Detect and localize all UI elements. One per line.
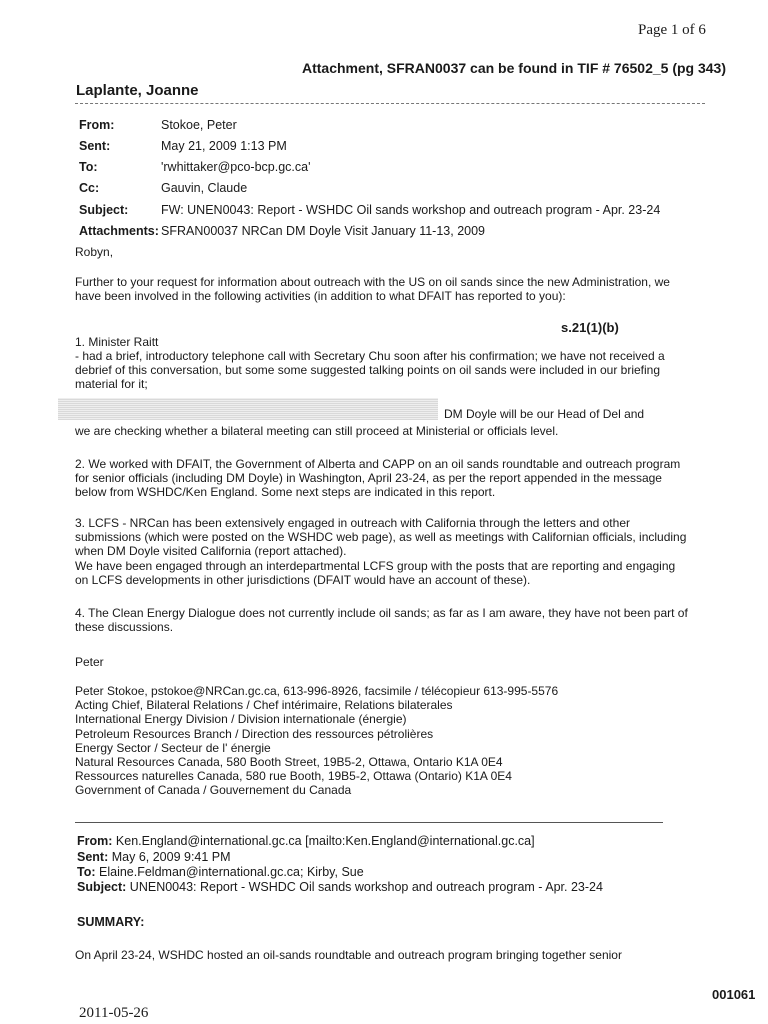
signature-line: Ressources naturelles Canada, 580 rue Booth, 19B5-2, Ottawa (Ontario) K1A 0E4	[75, 769, 512, 784]
signoff: Peter	[75, 655, 104, 669]
item3-paragraph: 3. LCFS - NRCan has been extensively engaged in outreach with California through the letters and other submissions (which were posted on the WSHDC web page), as well as meetings with Californian officials, including when DM Doyle visited California (report attached).	[75, 516, 687, 558]
signature-line: International Energy Division / Division internationale (énergie)	[75, 712, 407, 727]
signature-line: Acting Chief, Bilateral Relations / Chef intérimaire, Relations bilaterales	[75, 698, 453, 713]
fw-sent-label: Sent:	[77, 850, 109, 864]
item1-after-redaction: DM Doyle will be our Head of Del and	[444, 407, 645, 421]
signature-line: Energy Sector / Secteur de l' énergie	[75, 740, 271, 755]
signature-line: Government of Canada / Gouvernement du Canada	[75, 783, 352, 798]
item3-continuation: We have been engaged through an interdepartmental LCFS group with the posts that are reporting and engaging on LCFS developments in other jurisdictions (DFAIT would have an account of these).	[75, 559, 676, 587]
fw-from-value: Ken.England@international.gc.ca [mailto:Ken.England@international.gc.ca]	[115, 834, 535, 848]
signature-line: Natural Resources Canada, 580 Booth Street, 19B5-2, Ottawa, Ontario K1A 0E4	[75, 755, 503, 770]
item1-text: - had a brief, introductory telephone call with Secretary Chu soon after his confirmation; we have not received a debrief of this conversation, but some some suggested talking points on oil sands were included in our briefing material for it;	[75, 349, 665, 391]
attachment-note: Attachment, SFRAN0037 can be found in TIF # 76502_5 (pg 343)	[302, 60, 726, 76]
exemption-reference: s.21(1)(b)	[561, 320, 619, 335]
fw-to-value: Elaine.Feldman@international.gc.ca; Kirby, Sue	[99, 865, 364, 879]
from-label: From:	[79, 118, 115, 132]
attachments-label: Attachments:	[79, 224, 159, 238]
cc-label: Cc:	[79, 181, 100, 195]
sent-label: Sent:	[79, 139, 111, 153]
signature-block	[75, 684, 558, 798]
fw-subject	[77, 880, 603, 894]
item2-paragraph: 2. We worked with DFAIT, the Government of Alberta and CAPP on an oil sands roundtable and outreach program for senior officials (including DM Doyle) in Washington, April 23-24, as per the report appended in the message below from WSHDC/Ken England. Some next steps are indicated in this report.	[75, 457, 681, 499]
fw-from-label: From:	[77, 834, 113, 848]
page-number: Page 1 of 6	[638, 22, 706, 38]
signature-line: Peter Stokoe, pstokoe@NRCan.gc.ca, 613-996-8926, facsimile / télécopieur 613-995-5576	[75, 684, 559, 698]
fw-from	[77, 834, 535, 848]
fw-to	[77, 865, 364, 879]
redaction-block	[58, 398, 438, 420]
document-number: 001061	[712, 987, 756, 1002]
stamp-date: 2011-05-26	[79, 1005, 149, 1021]
header-divider	[75, 103, 705, 104]
item1-title: 1. Minister Raitt	[75, 335, 159, 349]
sent-value: May 21, 2009 1:13 PM	[161, 139, 287, 153]
signature-line: Petroleum Resources Branch / Direction des ressources pétrolières	[75, 726, 434, 741]
fw-subject-value: UNEN0043: Report - WSHDC Oil sands workshop and outreach program - Apr. 23-24	[129, 880, 603, 894]
greeting: Robyn,	[75, 245, 114, 259]
fw-sent	[77, 850, 231, 864]
summary-text: On April 23-24, WSHDC hosted an oil-sands roundtable and outreach program bringing together senior	[75, 948, 622, 962]
to-value: 'rwhittaker@pco-bcp.gc.ca'	[161, 160, 311, 174]
summary-heading: SUMMARY:	[77, 915, 145, 929]
from-value: Stokoe, Peter	[161, 118, 237, 132]
fw-subject-label: Subject:	[77, 880, 127, 894]
to-label: To:	[79, 160, 98, 174]
item1-continuation: we are checking whether a bilateral meeting can still proceed at Ministerial or officials level.	[75, 424, 559, 438]
cc-value: Gauvin, Claude	[161, 181, 248, 195]
subject-value: FW: UNEN0043: Report - WSHDC Oil sands workshop and outreach program - Apr. 23-24	[161, 203, 661, 217]
forward-divider	[75, 822, 663, 823]
item4-paragraph: 4. The Clean Energy Dialogue does not currently include oil sands; as far as I am aware, they have not been part of these discussions.	[75, 606, 688, 634]
attachments-value: SFRAN00037 NRCan DM Doyle Visit January 11-13, 2009	[161, 224, 485, 238]
recipient-name: Laplante, Joanne	[76, 82, 199, 99]
subject-label: Subject:	[79, 203, 129, 217]
intro-paragraph: Further to your request for information about outreach with the US on oil sands since the new Administration, we have been involved in the following activities (in addition to what DFAIT has reported to you):	[75, 275, 670, 303]
fw-to-label: To:	[77, 865, 96, 879]
fw-sent-value: May 6, 2009 9:41 PM	[111, 850, 231, 864]
